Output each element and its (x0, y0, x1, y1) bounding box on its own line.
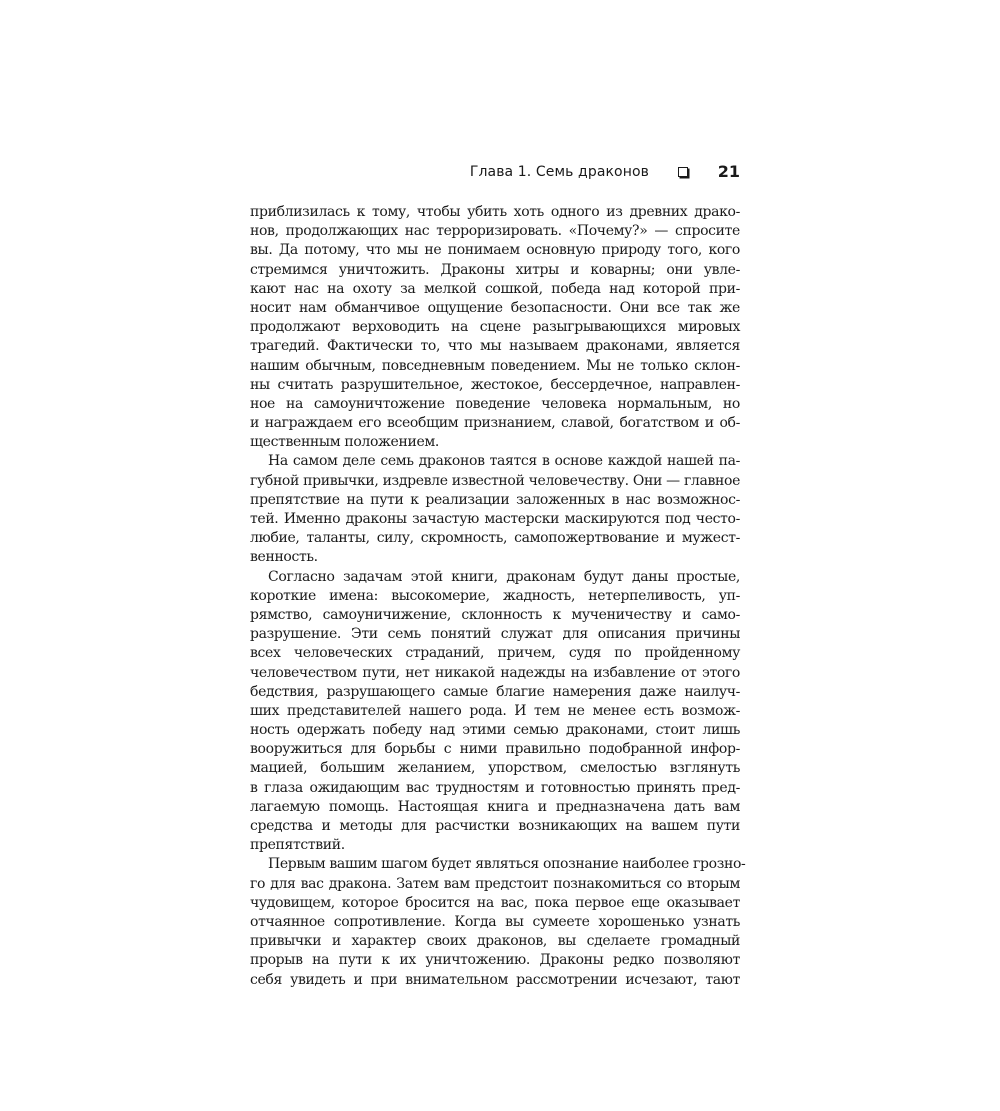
text-line: вы. Да потому, что мы не понимаем основную природу того, кого (250, 242, 740, 259)
text-line: препятствий. (250, 837, 345, 854)
text-line: приблизилась к тому, чтобы убить хоть одного из древних драко- (250, 204, 740, 220)
text-line: щественным положением. (250, 434, 440, 451)
text-line: мацией, большим желанием, упорством, смелостью взглянуть (250, 760, 740, 777)
text-line: лагаемую помощь. Настоящая книга и предназначена дать вам (250, 798, 740, 815)
text-line: короткие имена: высокомерие, жадность, нетерпеливость, уп- (250, 587, 740, 604)
hollow-square-icon (678, 167, 688, 177)
text-line: стремимся уничтожить. Драконы хитры и коварны; они увле- (250, 261, 740, 278)
text-line: нов, продолжающих нас терроризировать. «Почему?» — спросите (250, 223, 740, 240)
text-line: отчаянное сопротивление. Когда вы сумеете хорошенько узнать (250, 913, 740, 930)
text-line: всех человеческих страданий, причем, судя по пройденному (250, 645, 740, 662)
text-line: го для вас дракона. Затем вам предстоит познакомиться со вторым (250, 875, 740, 892)
text-line: бедствия, разрушающего самые благие намерения даже наилуч- (250, 683, 740, 700)
text-line: носит нам обманчивое ощущение безопасности. Они все так же (250, 299, 740, 316)
chapter-title: Глава 1. Семь драконов (469, 164, 649, 180)
text-line: препятствие на пути к реализации заложенных в нас возможнос- (250, 491, 740, 508)
page-number: 21 (717, 162, 740, 181)
text-line: себя увидеть и при внимательном рассмотрении исчезают, тают (250, 971, 740, 988)
text-line: вооружиться для борьбы с ними правильно подобранной инфор- (250, 741, 740, 758)
text-line: рямство, самоуничижение, склонность к мученичеству и само- (250, 606, 740, 623)
running-head (250, 162, 740, 184)
text-line: нашим обычным, повседневным поведением. Мы не только склон- (250, 357, 740, 374)
text-line: тей. Именно драконы зачастую мастерски маскируются под често- (250, 511, 740, 527)
text-line: ность одержать победу над этими семью драконами, стоит лишь (250, 722, 740, 739)
text-line: чудовищем, которое бросится на вас, пока первое еще оказывает (250, 894, 740, 911)
text-line: продолжают верховодить на сцене разыгрывающихся мировых (250, 319, 740, 336)
text-line: ное на самоуничтожение поведение человека нормальным, но (250, 395, 740, 412)
text-line: и награждаем его всеобщим признанием, славой, богатством и об- (250, 415, 740, 432)
text-line: На самом деле семь драконов таятся в основе каждой нашей па- (268, 453, 740, 470)
body-text (250, 203, 746, 990)
text-line: ны считать разрушительное, жестокое, бессердечное, направлен- (250, 376, 740, 393)
text-line: разрушение. Эти семь понятий служат для описания причины (250, 626, 740, 643)
text-line: прорыв на пути к их уничтожению. Драконы редко позволяют (250, 952, 740, 969)
text-line: человечеством пути, нет никакой надежды на избавление от этого (250, 664, 740, 681)
text-line: венность. (250, 549, 318, 566)
text-line: Первым вашим шагом будет являться опознание наиболее грозно- (268, 856, 746, 873)
text-line: средства и методы для расчистки возникающих на вашем пути (250, 818, 740, 834)
text-line: ших представителей нашего рода. И тем не менее есть возмож- (250, 702, 740, 719)
text-line: любие, таланты, силу, скромность, самопожертвование и мужест- (250, 530, 740, 547)
text-line: привычки и характер своих драконов, вы сделаете громадный (250, 933, 740, 950)
text-line: трагедий. Фактически то, что мы называем драконами, является (250, 338, 740, 355)
text-line: кают нас на охоту за мелкой сошкой, победа над которой при- (250, 280, 740, 297)
text-line: Согласно задачам этой книги, драконам будут даны простые, (268, 568, 740, 585)
text-line: в глаза ожидающим вас трудностям и готовностью принять пред- (250, 779, 740, 796)
text-line: губной привычки, издревле известной человечеству. Они — главное (250, 472, 740, 489)
